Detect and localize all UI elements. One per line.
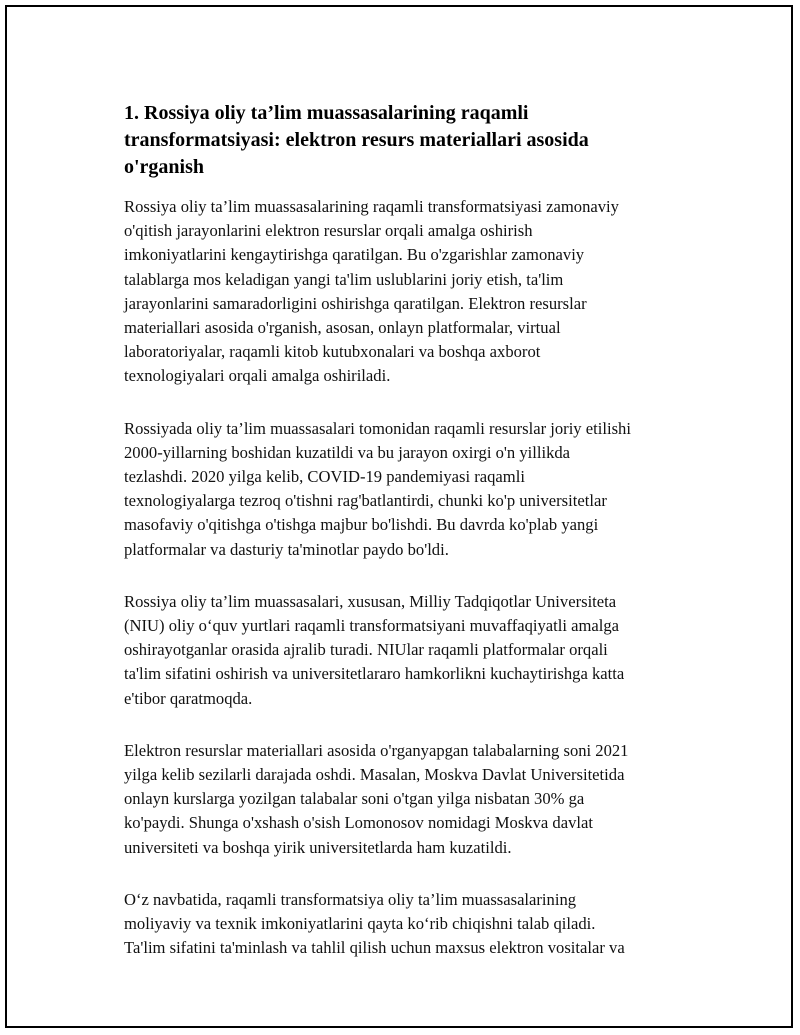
text-line: platformalar va dasturiy ta'minotlar paydo bo'ldi. — [124, 539, 449, 559]
text-line: tezlashdi. 2020 yilga kelib, COVID-19 pandemiyasi raqamli — [124, 467, 525, 487]
text-line: jarayonlarini samaradorligini oshirishga qaratilgan. Elektron resurslar — [124, 293, 587, 313]
text-line: Ta'lim sifatini ta'minlash va tahlil qilish uchun maxsus elektron vositalar va — [124, 938, 625, 958]
paragraph-3 — [124, 590, 704, 711]
text-line: O‘z navbatida, raqamli transformatsiya oliy ta’lim muassasalarining — [124, 889, 577, 909]
text-line: texnologiyalari orqali amalga oshiriladi. — [124, 366, 391, 386]
text-line: imkoniyatlarini kengaytirishga qaratilgan. Bu o'zgarishlar zamonaviy — [124, 245, 585, 265]
text-line: Rossiya oliy ta’lim muassasalari, xususan, Milliy Tadqiqotlar Universiteta — [124, 591, 617, 611]
text-line: texnologiyalarga tezroq o'tishni rag'batlantirdi, chunki ko'p universitetlar — [124, 491, 607, 511]
text-line: ta'lim sifatini oshirish va universitetlararo hamkorlikni kuchaytirishga katta — [124, 664, 625, 684]
paragraph-1 — [124, 195, 704, 389]
heading-line: 1. Rossiya oliy ta’lim muassasalarining raqamli — [124, 102, 529, 124]
text-line: yilga kelib sezilarli darajada oshdi. Masalan, Moskva Davlat Universitetida — [124, 765, 625, 785]
text-line: onlayn kurslarga yozilgan talabalar soni o'tgan yilga nisbatan 30% ga — [124, 789, 585, 809]
text-line: ko'paydi. Shunga o'xshash o'sish Lomonosov nomidagi Moskva davlat — [124, 813, 593, 833]
text-line: o'qitish jarayonlarini elektron resurslar orqali amalga oshirish — [124, 221, 533, 241]
text-line: laboratoriyalar, raqamli kitob kutubxonalari va boshqa axborot — [124, 342, 541, 362]
text-line: universiteti va boshqa yirik universitetlarda ham kuzatildi. — [124, 837, 512, 857]
page-frame — [5, 5, 793, 1028]
paragraph-2 — [124, 417, 704, 562]
text-line: 2000-yillarning boshidan kuzatildi va bu jarayon oxirgi o'n yillikda — [124, 442, 571, 462]
text-line: Rossiyada oliy ta’lim muassasalari tomonidan raqamli resurslar joriy etilishi — [124, 418, 631, 438]
document-body — [124, 100, 704, 988]
text-line: Elektron resurslar materiallari asosida o'rganyapgan talabalarning soni 2021 — [124, 740, 629, 760]
text-line: (NIU) oliy o‘quv yurtlari raqamli transformatsiyani muvaffaqiyatli amalga — [124, 616, 620, 636]
text-line: e'tibor qaratmoqda. — [124, 688, 253, 708]
paragraph-4 — [124, 739, 704, 860]
text-line: moliyaviy va texnik imkoniyatlarini qayta ko‘rib chiqishni talab qiladi. — [124, 914, 596, 934]
text-line: oshirayotganlar orasida ajralib turadi. NIUlar raqamli platformalar orqali — [124, 640, 608, 660]
text-line: masofaviy o'qitishga o'tishga majbur bo'lishdi. Bu davrda ko'plab yangi — [124, 515, 599, 535]
text-line: materiallari asosida o'rganish, asosan, onlayn platformalar, virtual — [124, 318, 561, 338]
heading-line: transformatsiyasi: elektron resurs materiallari asosida — [124, 129, 589, 151]
paragraph-5 — [124, 888, 704, 961]
heading-line: o'rganish — [124, 156, 205, 178]
text-line: talablarga mos keladigan yangi ta'lim uslublarini joriy etish, ta'lim — [124, 269, 564, 289]
text-line: Rossiya oliy ta’lim muassasalarining raqamli transformatsiyasi zamonaviy — [124, 197, 619, 216]
section-heading — [124, 100, 704, 181]
